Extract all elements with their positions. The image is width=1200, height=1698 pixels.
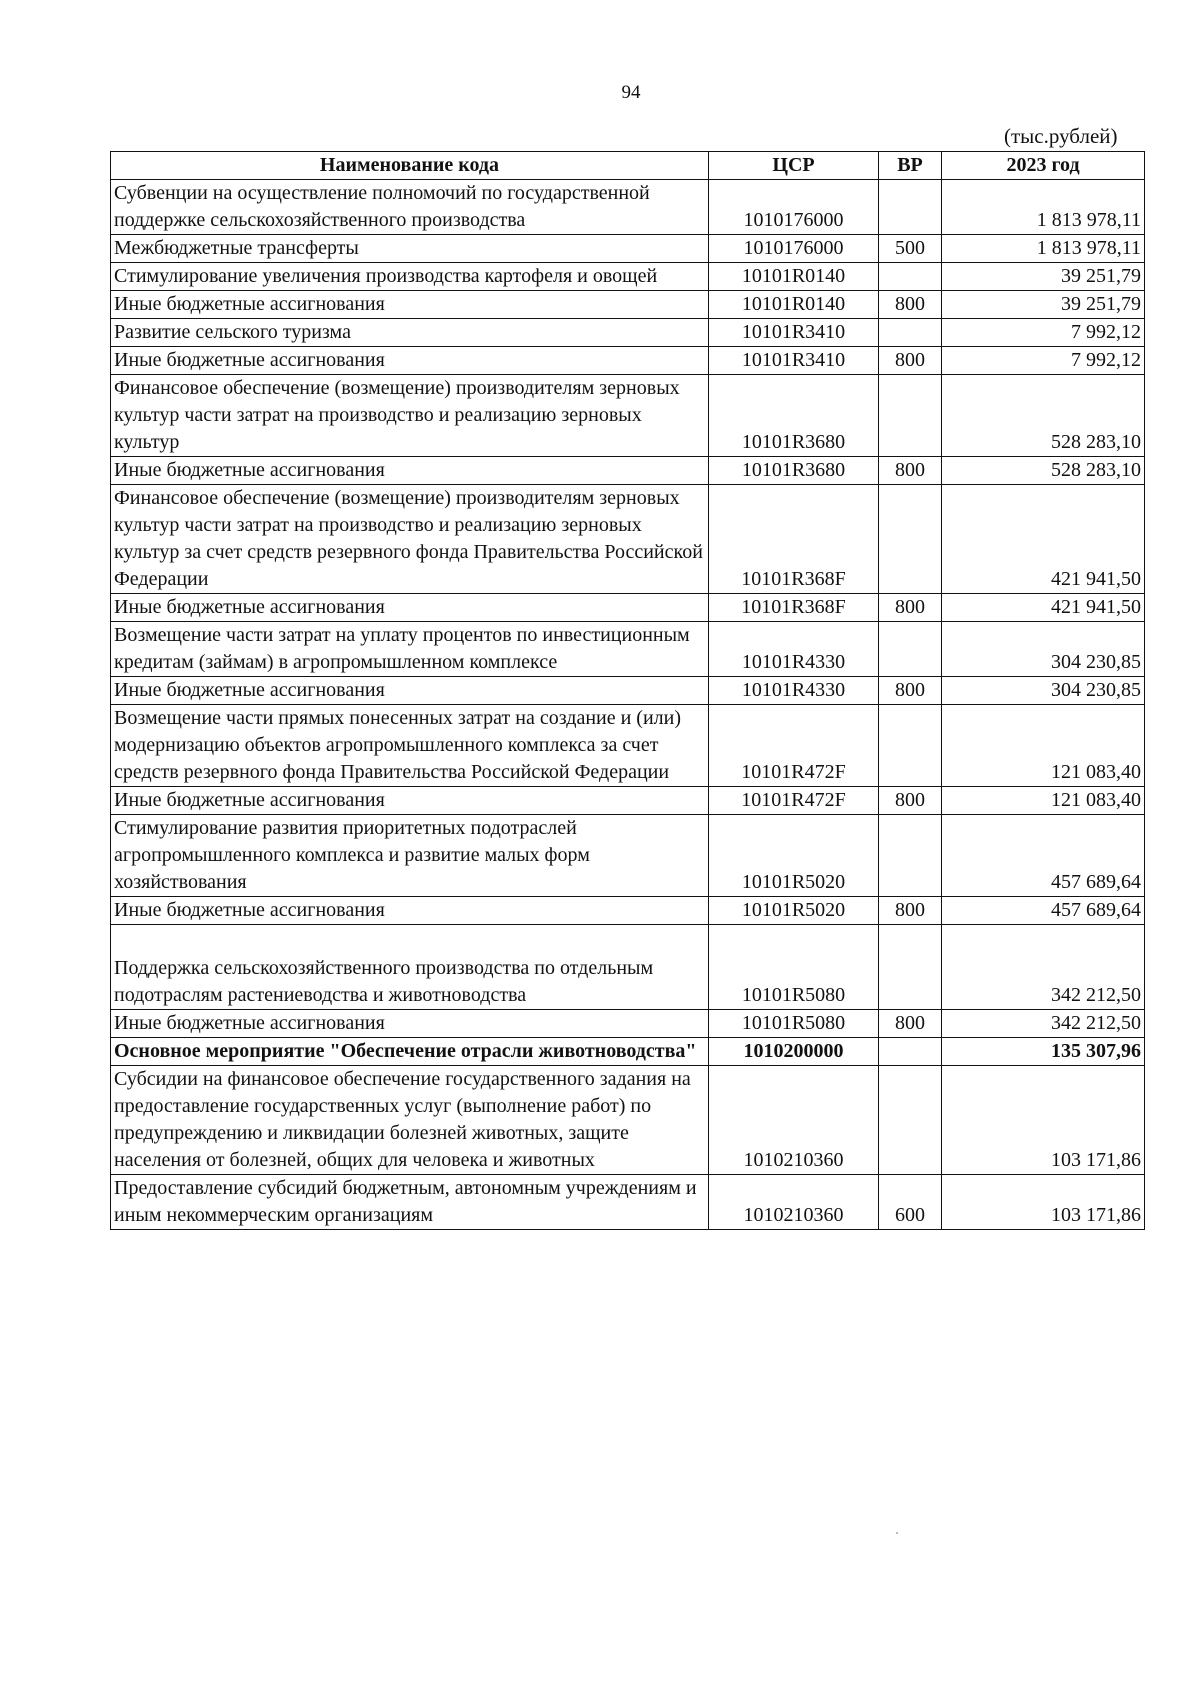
- row-vr: [879, 485, 942, 594]
- row-sum: 1 813 978,11: [942, 180, 1145, 235]
- row-csr: 1010210360: [709, 1175, 879, 1230]
- row-csr: 1010210360: [709, 1066, 879, 1175]
- row-csr: 10101R3680: [709, 375, 879, 457]
- row-sum: 342 212,50: [942, 1010, 1145, 1038]
- table-row: [111, 1010, 1145, 1038]
- row-csr: 10101R4330: [709, 622, 879, 677]
- row-vr: 800: [879, 1010, 942, 1038]
- header-vr: ВР: [879, 152, 942, 180]
- row-sum: 421 941,50: [942, 594, 1145, 622]
- table-row: [111, 1066, 1145, 1175]
- row-vr: [879, 815, 942, 897]
- row-name: Субвенции на осуществление полномочий по государственной поддержке сельскохозяйственного производства: [111, 180, 709, 235]
- row-name: Иные бюджетные ассигнования: [111, 897, 709, 925]
- row-csr: 10101R368F: [709, 485, 879, 594]
- row-sum: 457 689,64: [942, 815, 1145, 897]
- row-sum: 304 230,85: [942, 622, 1145, 677]
- header-year: 2023 год: [942, 152, 1145, 180]
- table-row: [111, 677, 1145, 705]
- row-name: Субсидии на финансовое обеспечение государственного задания на предоставление государственных услуг (выполнение работ) по предупреждению и ликвидации болезней животных, защите населения от болезней, общих для человека и животных: [111, 1066, 709, 1175]
- row-sum: 39 251,79: [942, 291, 1145, 319]
- row-csr: 10101R0140: [709, 291, 879, 319]
- row-name: Иные бюджетные ассигнования: [111, 291, 709, 319]
- row-vr: 800: [879, 594, 942, 622]
- table-header-row: [111, 152, 1145, 180]
- row-sum: 457 689,64: [942, 897, 1145, 925]
- row-vr: 800: [879, 787, 942, 815]
- table-row: [111, 1175, 1145, 1230]
- row-sum: 135 307,96: [942, 1038, 1145, 1066]
- page-number: 94: [621, 82, 641, 103]
- row-sum: 121 083,40: [942, 705, 1145, 787]
- row-name: Основное мероприятие "Обеспечение отрасли животноводства": [111, 1038, 709, 1066]
- row-csr: 10101R368F: [709, 594, 879, 622]
- row-csr: 10101R5080: [709, 1010, 879, 1038]
- row-sum: 7 992,12: [942, 319, 1145, 347]
- row-vr: 500: [879, 235, 942, 263]
- units-label: (тыс.рублей): [1004, 124, 1118, 148]
- row-sum: 121 083,40: [942, 787, 1145, 815]
- row-sum: 528 283,10: [942, 457, 1145, 485]
- row-csr: 1010176000: [709, 235, 879, 263]
- row-sum: 342 212,50: [942, 925, 1145, 1010]
- row-name: Иные бюджетные ассигнования: [111, 787, 709, 815]
- row-name: Иные бюджетные ассигнования: [111, 1010, 709, 1038]
- row-name: Финансовое обеспечение (возмещение) производителям зерновых культур части затрат на производство и реализацию зерновых культур: [111, 375, 709, 457]
- table-row: [111, 705, 1145, 787]
- table-row: [111, 263, 1145, 291]
- row-sum: 1 813 978,11: [942, 235, 1145, 263]
- table-row: [111, 457, 1145, 485]
- row-name: Предоставление субсидий бюджетным, автономным учреждениям и иным некоммерческим организациям: [111, 1175, 709, 1230]
- table-row: [111, 485, 1145, 594]
- row-csr: 10101R4330: [709, 677, 879, 705]
- row-vr: 800: [879, 677, 942, 705]
- row-csr: 10101R472F: [709, 705, 879, 787]
- header-csr: ЦСР: [709, 152, 879, 180]
- row-sum: 528 283,10: [942, 375, 1145, 457]
- row-vr: 800: [879, 457, 942, 485]
- table-row: [111, 375, 1145, 457]
- row-vr: [879, 925, 942, 1010]
- row-csr: 10101R3410: [709, 319, 879, 347]
- row-name: Поддержка сельскохозяйственного производства по отдельным подотраслям растениеводства и животноводства: [111, 925, 709, 1010]
- row-name: Стимулирование увеличения производства картофеля и овощей: [111, 263, 709, 291]
- row-vr: [879, 319, 942, 347]
- row-name: Возмещение части затрат на уплату процентов по инвестиционным кредитам (займам) в агропромышленном комплексе: [111, 622, 709, 677]
- table-row: [111, 319, 1145, 347]
- table-row: [111, 235, 1145, 263]
- row-name: Стимулирование развития приоритетных подотраслей агропромышленного комплекса и развитие малых форм хозяйствования: [111, 815, 709, 897]
- table-row-main-activity: [111, 1038, 1145, 1066]
- header-name: Наименование кода: [111, 152, 709, 180]
- table-row: [111, 897, 1145, 925]
- row-csr: 10101R5080: [709, 925, 879, 1010]
- row-vr: [879, 1038, 942, 1066]
- row-sum: 103 171,86: [942, 1066, 1145, 1175]
- row-csr: 1010176000: [709, 180, 879, 235]
- row-csr: 10101R0140: [709, 263, 879, 291]
- row-csr: 10101R5020: [709, 815, 879, 897]
- row-vr: 800: [879, 347, 942, 375]
- row-vr: 800: [879, 897, 942, 925]
- table-row: [111, 925, 1145, 1010]
- row-sum: 304 230,85: [942, 677, 1145, 705]
- row-vr: [879, 375, 942, 457]
- row-csr: 10101R3410: [709, 347, 879, 375]
- table-row: [111, 815, 1145, 897]
- table-row: [111, 347, 1145, 375]
- row-vr: [879, 622, 942, 677]
- table-row: [111, 291, 1145, 319]
- row-csr: 10101R3680: [709, 457, 879, 485]
- table-row: [111, 594, 1145, 622]
- table-row: [111, 180, 1145, 235]
- row-sum: 103 171,86: [942, 1175, 1145, 1230]
- row-name: Иные бюджетные ассигнования: [111, 677, 709, 705]
- row-name: Иные бюджетные ассигнования: [111, 347, 709, 375]
- budget-table: [110, 151, 1145, 1230]
- row-name: Финансовое обеспечение (возмещение) производителям зерновых культур части затрат на производство и реализацию зерновых культур за счет средств резервного фонда Правительства Российской Федерации: [111, 485, 709, 594]
- row-name: Иные бюджетные ассигнования: [111, 594, 709, 622]
- row-vr: [879, 1066, 942, 1175]
- row-name: Развитие сельского туризма: [111, 319, 709, 347]
- row-sum: 39 251,79: [942, 263, 1145, 291]
- row-vr: [879, 180, 942, 235]
- row-csr: 1010200000: [709, 1038, 879, 1066]
- row-vr: 600: [879, 1175, 942, 1230]
- table-row: [111, 622, 1145, 677]
- scan-speck: [896, 1532, 898, 1534]
- row-csr: 10101R5020: [709, 897, 879, 925]
- row-name: Иные бюджетные ассигнования: [111, 457, 709, 485]
- row-sum: 421 941,50: [942, 485, 1145, 594]
- row-name: Межбюджетные трансферты: [111, 235, 709, 263]
- table-row: [111, 787, 1145, 815]
- row-vr: [879, 705, 942, 787]
- row-vr: 800: [879, 291, 942, 319]
- row-vr: [879, 263, 942, 291]
- row-sum: 7 992,12: [942, 347, 1145, 375]
- row-csr: 10101R472F: [709, 787, 879, 815]
- row-name: Возмещение части прямых понесенных затрат на создание и (или) модернизацию объектов агропромышленного комплекса за счет средств резервного фонда Правительства Российской Федерации: [111, 705, 709, 787]
